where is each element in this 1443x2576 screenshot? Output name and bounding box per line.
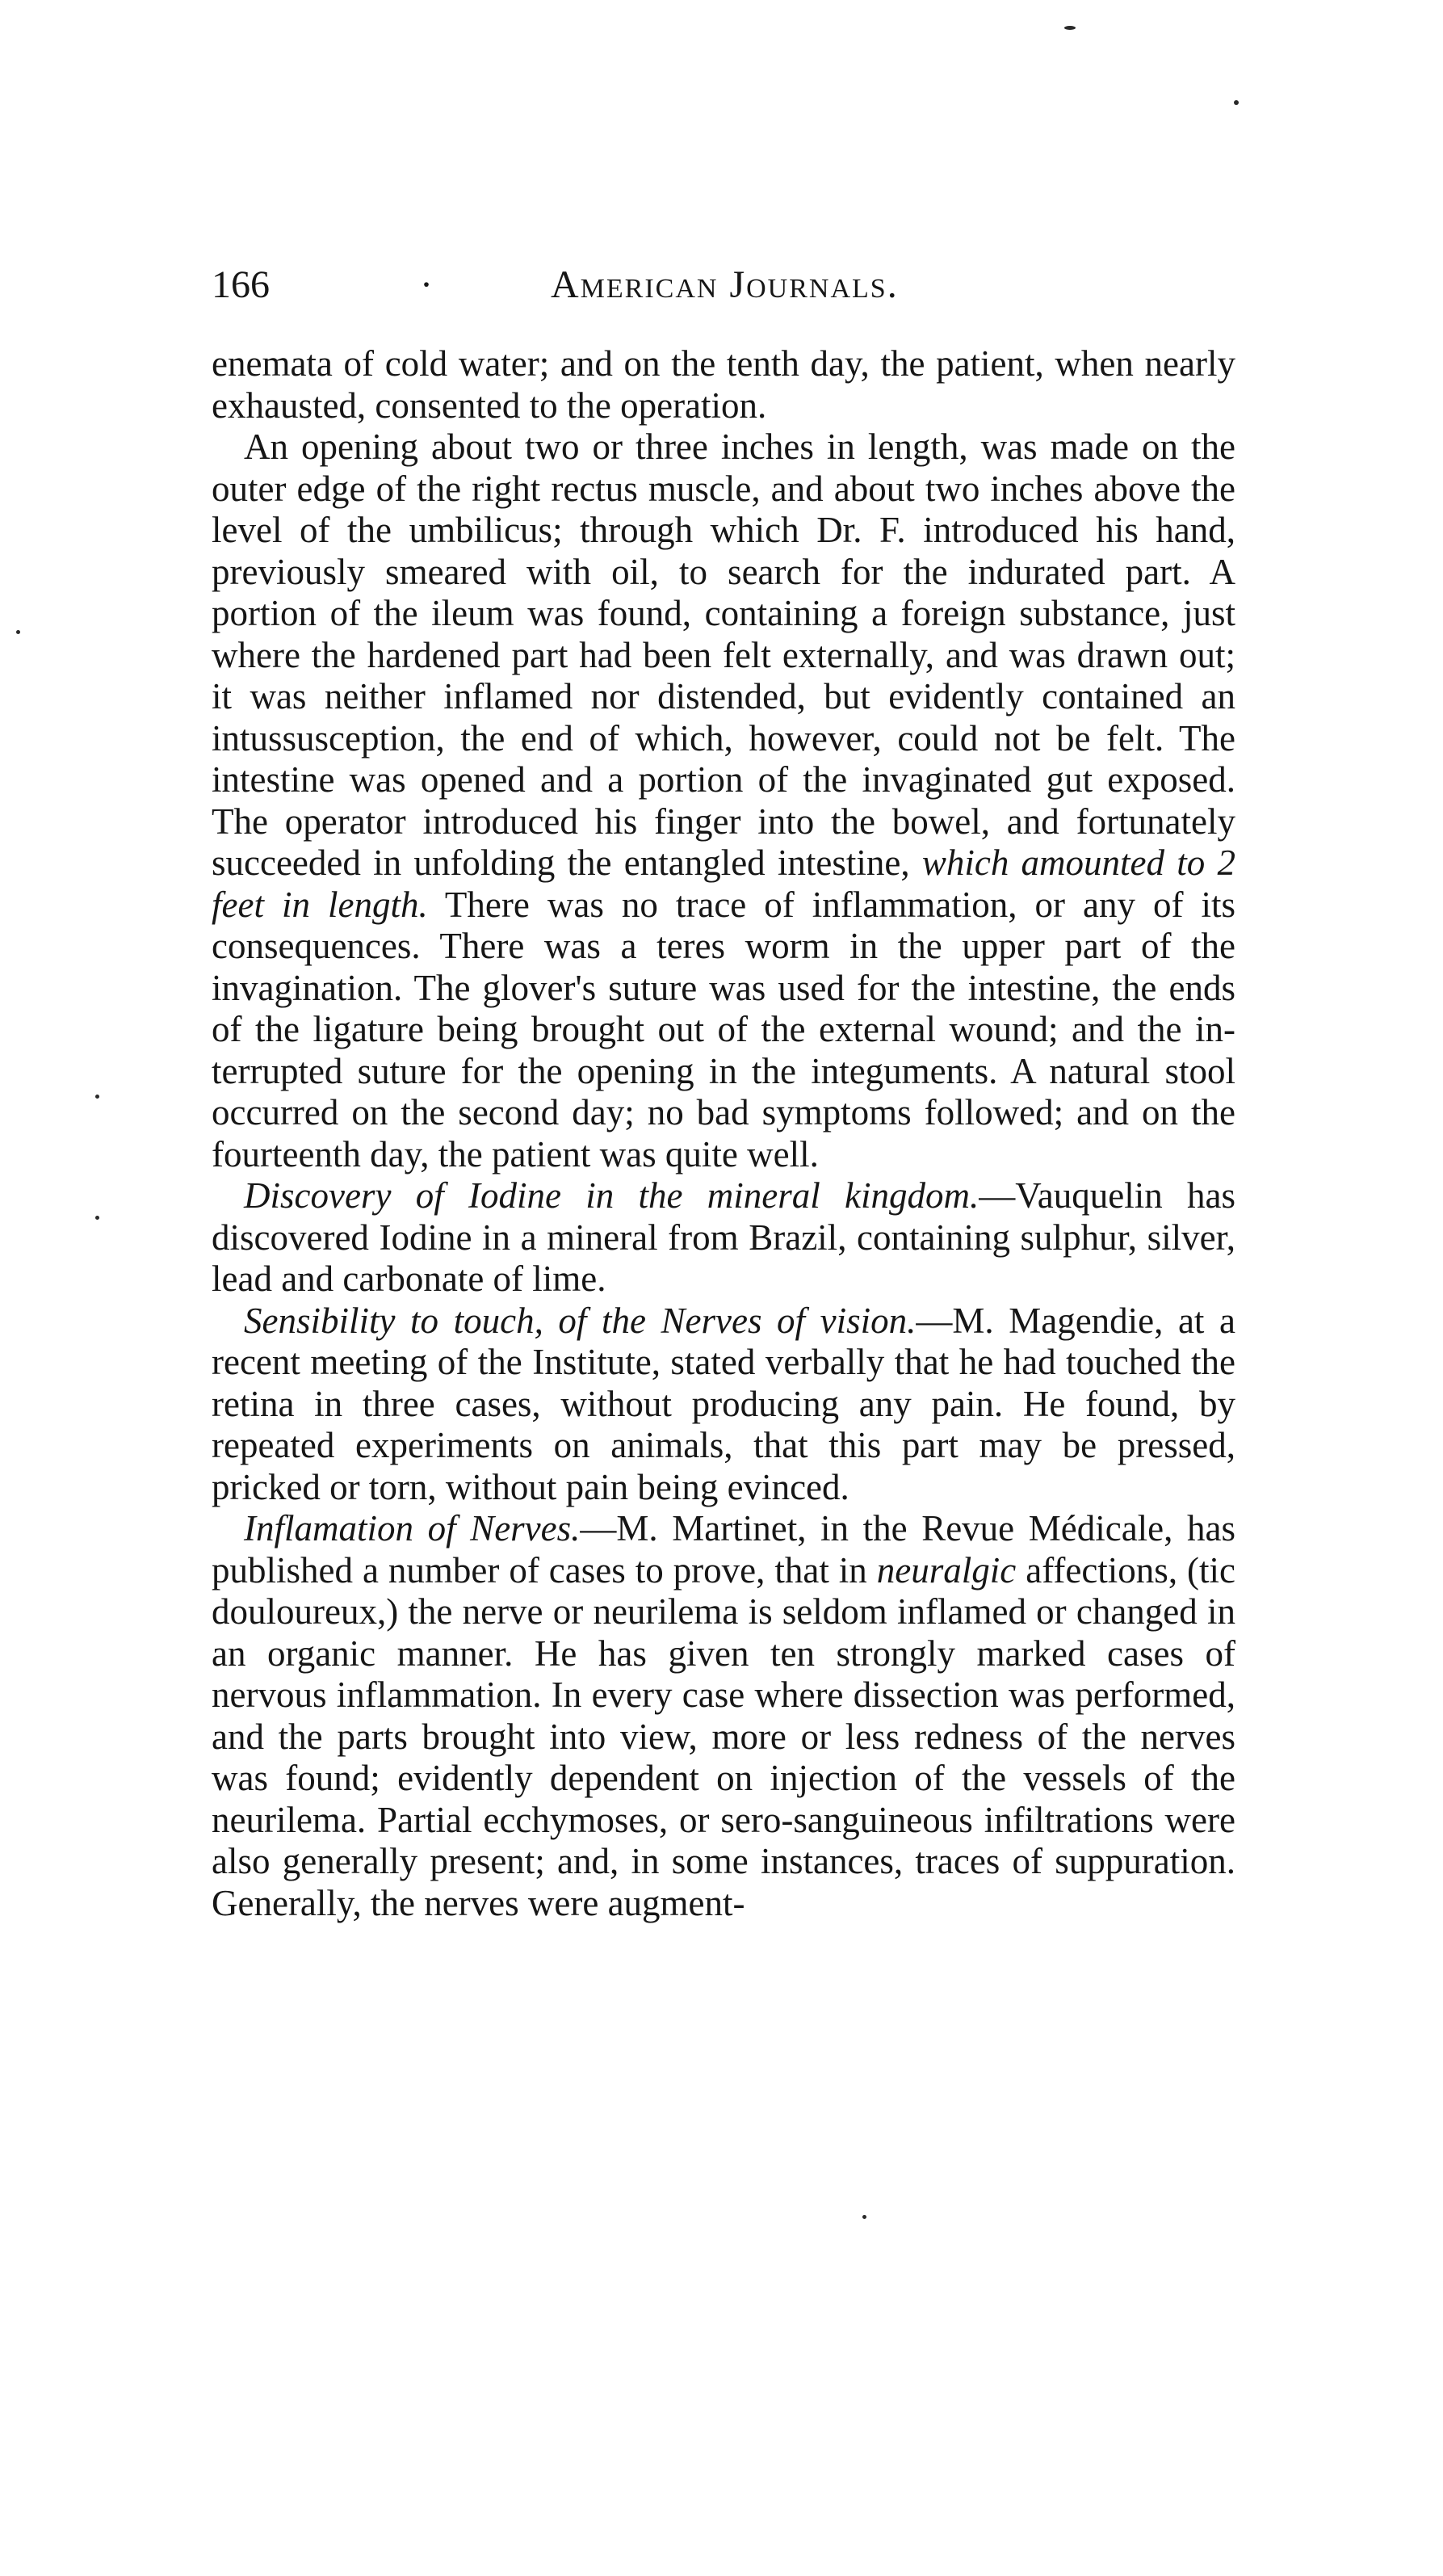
- speck-margin-left-2: [95, 1095, 99, 1099]
- speck-bottom: [862, 2215, 866, 2219]
- text-segment: —Vauquelin has discovered Iodine in a mineral from Brazil, containing sulphur, silver, lead and carbonate of lime.: [212, 1175, 1235, 1299]
- paragraph-p4: [212, 1301, 1235, 1509]
- text-segment: —M. Martinet, in the Revue Médicale, has published a number of cases to prove, that in: [212, 1508, 1235, 1591]
- italic-text-segment: which amounted to 2 feet in length.: [212, 843, 1235, 925]
- paragraph-p1: [212, 343, 1235, 427]
- header-separator: ·: [420, 263, 433, 306]
- text-segment: —M. Magendie, at a recent meeting of the Institute, stated verbally that he had touched the retina in three cases, without producing any pain. He found, by repeated experiments on animals, that this part may be pressed, pricked or torn, without pain being evinced.: [212, 1300, 1235, 1507]
- speck-margin-left-1: [16, 630, 20, 634]
- paragraph-p2: [212, 427, 1235, 1175]
- running-header: [212, 257, 938, 313]
- italic-text-segment: neuralgic: [876, 1549, 1017, 1591]
- text-segment: An opening about two or three inches in length, was made on the outer edge of the right rectus muscle, and about two inches above the level of the umbilicus; through which Dr. F. introduced his hand, previously smeared with oil, to search for the indurated part. A portion of the ileum was found, containing a foreign substance, just where the hardened part had been felt externally, and was drawn out; it was neither inflamed nor distended, but evidently contained an intussusception, the end of which, however, could not be felt. The intestine was opened and a portion of the invaginated gut exposed. The operator introduced his finger into the bowel, and fortunately succeeded in unfolding the entangled intestine,: [212, 427, 1235, 883]
- italic-text-segment: Inflamation of Nerves.: [244, 1508, 581, 1549]
- article-body: [212, 343, 1235, 1924]
- paragraph-p5: [212, 1508, 1235, 1924]
- speck-top-right-1: [1064, 26, 1076, 30]
- speck-margin-left-3: [95, 1216, 99, 1220]
- italic-text-segment: Discovery of Iodine in the mineral kingdom.: [244, 1175, 979, 1216]
- speck-top-right-2: [1234, 100, 1239, 105]
- page-number: 166: [212, 263, 270, 306]
- italic-text-segment: Sensibility to touch, of the Nerves of vision.: [244, 1300, 917, 1341]
- running-title: American Journals.: [551, 263, 899, 306]
- text-segment: There was no trace of inflammation, or any of its consequences. There was a teres worm in the upper part of the invagination. The glover's suture was used for the intestine, the ends of the ligature being brought out of the external wound; and the interrupted suture for the opening in the integuments. A natural stool occurred on the second day; no bad symptoms followed; and on the fourteenth day, the patient was quite well.: [212, 884, 1236, 1175]
- text-segment: enemata of cold water; and on the tenth day, the patient, when nearly exhausted, consented to the operation.: [212, 343, 1235, 426]
- paragraph-p3: [212, 1175, 1235, 1301]
- text-segment: affections, (tic douloureux,) the nerve or neurilema is seldom inflamed or changed in an organic manner. He has given ten strongly marked cases of nervous inflammation. In every case where dissection was performed, and the parts brought into view, more or less redness of the nerves was found; evidently dependent on injection of the vessels of the neurilema. Partial ecchymoses, or sero-sanguineous infiltrations were also generally present; and, in some instances, traces of suppuration. Generally, the nerves were augment-: [212, 1549, 1235, 1923]
